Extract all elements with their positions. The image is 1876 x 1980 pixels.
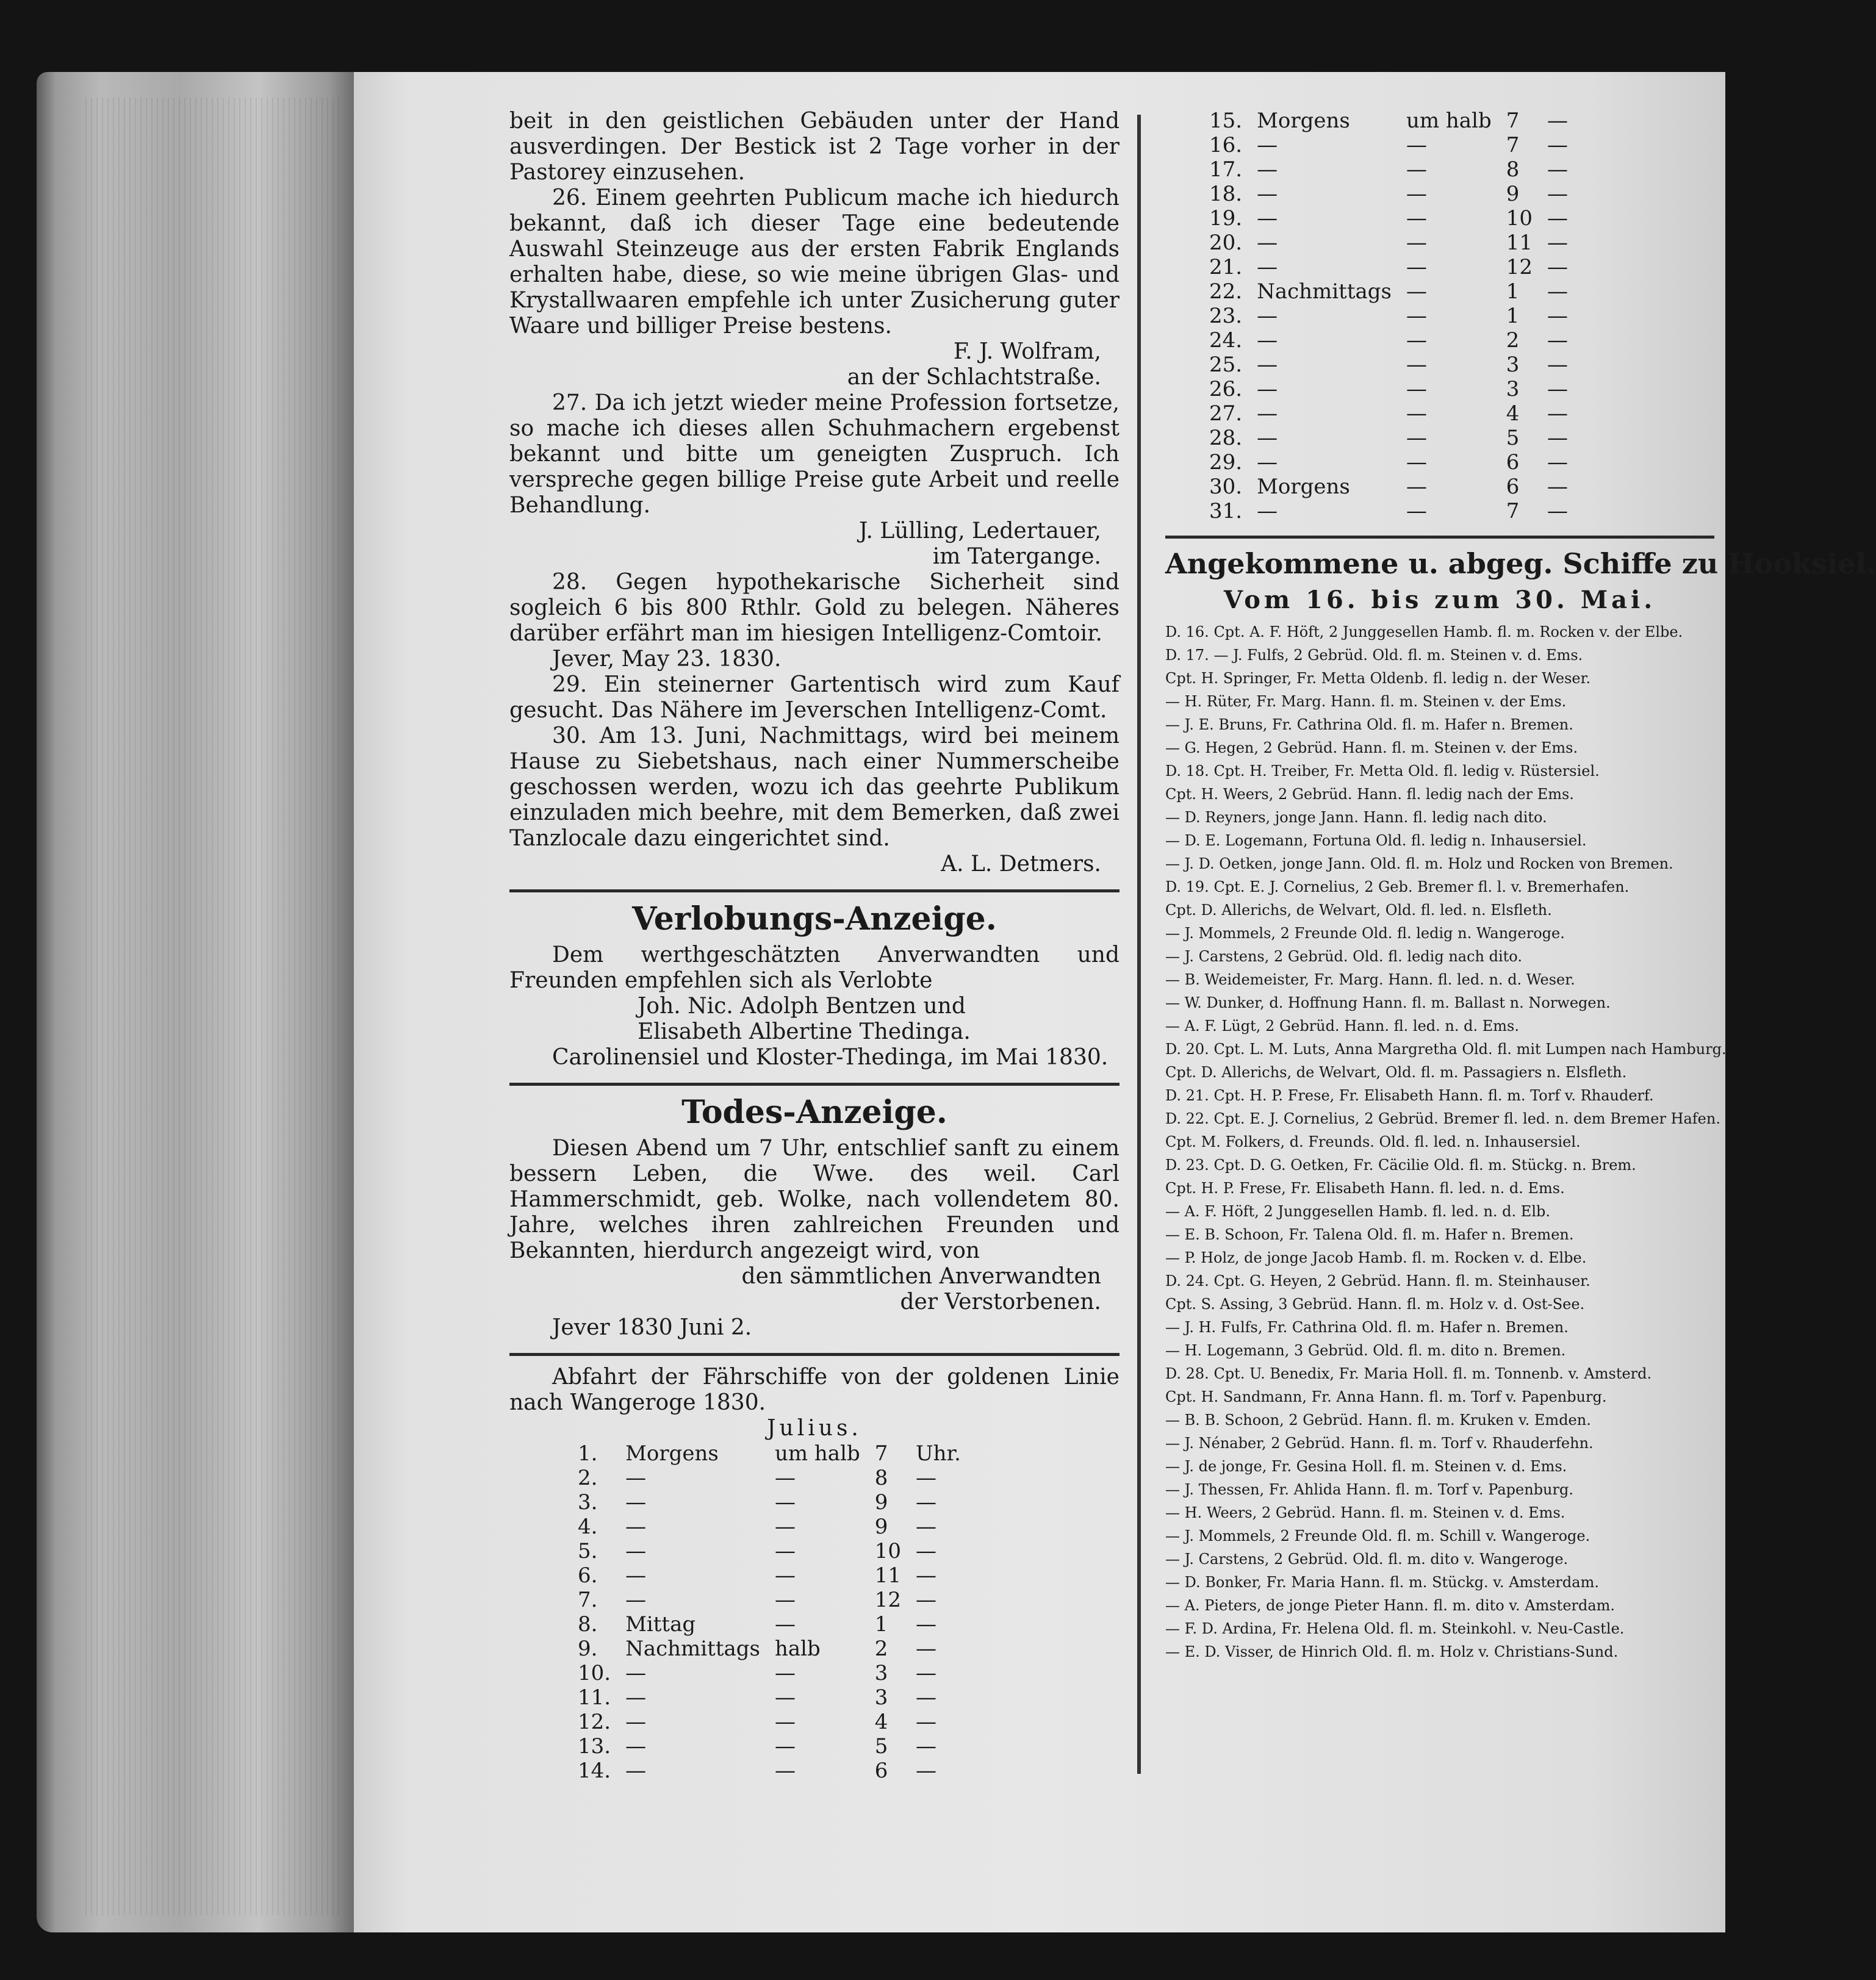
- schedule-cell: 22.: [1209, 279, 1243, 304]
- schedule-cell: 15.: [1209, 109, 1243, 133]
- death-notice-heading: Todes-Anzeige.: [681, 1094, 947, 1131]
- schedule-cell: 20.: [1209, 231, 1243, 255]
- schedule-cell: 9: [1506, 182, 1520, 206]
- ship-entry: — H. Rüter, Fr. Marg. Hann. fl. m. Steinen v. der Ems.: [1165, 693, 1567, 710]
- schedule-cell: —: [1257, 426, 1278, 450]
- ship-entry: Cpt. M. Folkers, d. Freunds. Old. fl. led. n. Inhausersiel.: [1165, 1133, 1581, 1150]
- schedule-cell: —: [1406, 450, 1427, 475]
- schedule-cell: 1: [1506, 304, 1520, 328]
- death-notice-signature-2: der Verstorbenen.: [900, 1290, 1101, 1315]
- schedule-cell: —: [1257, 377, 1278, 401]
- ship-entry: — G. Hegen, 2 Gebrüd. Hann. fl. m. Steinen v. der Ems.: [1165, 739, 1578, 756]
- schedule-cell: 25.: [1209, 353, 1243, 377]
- schedule-cell: —: [774, 1612, 796, 1637]
- schedule-cell: —: [625, 1661, 647, 1685]
- schedule-cell: —: [1547, 231, 1568, 255]
- schedule-cell: —: [625, 1490, 647, 1515]
- ship-entry: Cpt. H. Weers, 2 Gebrüd. Hann. fl. ledig nach der Ems.: [1165, 786, 1574, 803]
- ship-entry: D. 17. — J. Fulfs, 2 Gebrüd. Old. fl. m. Steinen v. d. Ems.: [1165, 647, 1583, 664]
- schedule-row: [1202, 353, 1575, 377]
- schedule-cell: —: [1547, 475, 1568, 499]
- ship-entry: Cpt. H. Springer, Fr. Metta Oldenb. fl. ledig n. der Weser.: [1165, 670, 1591, 687]
- ship-entry: — J. Mommels, 2 Freunde Old. fl. ledig n. Wangeroge.: [1165, 925, 1565, 942]
- schedule-cell: Nachmittags: [625, 1637, 760, 1661]
- ship-entry: — D. E. Logemann, Fortuna Old. fl. ledig n. Inhausersiel.: [1165, 832, 1587, 849]
- schedule-row: [1202, 109, 1575, 133]
- right-column: [1165, 109, 1876, 1663]
- schedule-cell: 8: [1506, 157, 1520, 182]
- schedule-cell: 10: [1506, 206, 1533, 231]
- ship-entry: — J. Thessen, Fr. Ahlida Hann. fl. m. Torf v. Papenburg.: [1165, 1481, 1573, 1498]
- ship-entry: Cpt. D. Allerichs, de Welvart, Old. fl. led. n. Elsfleth.: [1165, 902, 1552, 919]
- schedule-cell: 28.: [1209, 426, 1243, 450]
- schedule-row: [1202, 450, 1575, 475]
- ship-entry: — B. B. Schoon, 2 Gebrüd. Hann. fl. m. Kruken v. Emden.: [1165, 1411, 1591, 1429]
- schedule-row: [1202, 133, 1575, 157]
- ship-entry: — D. Bonker, Fr. Maria Hann. fl. m. Stückg. v. Amsterdam.: [1165, 1574, 1599, 1591]
- schedule-cell: 9: [874, 1515, 888, 1539]
- ship-entry: — J. Carstens, 2 Gebrüd. Old. fl. ledig nach dito.: [1165, 948, 1522, 965]
- schedule-row: [570, 1588, 968, 1612]
- schedule-cell: —: [625, 1759, 647, 1783]
- notice-continuation: beit in den geistlichen Gebäuden unter der Hand ausverdingen. Der Bestick ist 2 Tage vorher in der Pastorey einzusehen.: [509, 109, 1119, 185]
- ships-date-range: Vom 16. bis zum 30. Mai.: [1223, 586, 1656, 614]
- schedule-cell: 7: [874, 1441, 888, 1466]
- ship-entry: — J. Carstens, 2 Gebrüd. Old. fl. m. dito v. Wangeroge.: [1165, 1551, 1569, 1568]
- schedule-cell: 7: [1506, 133, 1520, 157]
- ship-entry: D. 16. Cpt. A. F. Höft, 2 Junggesellen Hamb. fl. m. Rocken v. der Elbe.: [1165, 623, 1683, 640]
- schedule-row: [570, 1759, 968, 1783]
- schedule-cell: —: [774, 1710, 796, 1734]
- ship-entry: — J. Mommels, 2 Freunde Old. fl. m. Schill v. Wangeroge.: [1165, 1527, 1590, 1544]
- schedule-cell: —: [625, 1588, 647, 1612]
- ship-entry: D. 28. Cpt. U. Benedix, Fr. Maria Holl. fl. m. Tonnenb. v. Amsterd.: [1165, 1365, 1652, 1382]
- schedule-cell: —: [916, 1612, 936, 1637]
- schedule-cell: 14.: [578, 1759, 611, 1783]
- schedule-cell: —: [625, 1515, 647, 1539]
- ship-entry: — H. Weers, 2 Gebrüd. Hann. fl. m. Steinen v. d. Ems.: [1165, 1504, 1565, 1521]
- schedule-cell: —: [1257, 401, 1278, 426]
- schedule-cell: 5: [874, 1734, 888, 1759]
- notice-27: 27. Da ich jetzt wieder meine Profession fortsetze, so mache ich dieses allen Schuhmachern ergebenst bekannt und bitte um geneigten Zuspruch. Ich verspreche gegen billige Preise gute Arbeit und reelle Behandlung.: [509, 390, 1119, 518]
- schedule-cell: —: [625, 1466, 647, 1490]
- schedule-row: [570, 1515, 968, 1539]
- schedule-cell: —: [1406, 401, 1427, 426]
- schedule-cell: —: [625, 1539, 647, 1563]
- schedule-cell: —: [1406, 206, 1427, 231]
- schedule-cell: 31.: [1209, 499, 1243, 523]
- ships-list: [1165, 620, 1727, 1663]
- schedule-cell: —: [1257, 206, 1278, 231]
- schedule-cell: —: [774, 1759, 796, 1783]
- schedule-cell: um halb: [1406, 109, 1492, 133]
- ship-entry: — E. B. Schoon, Fr. Talena Old. fl. m. Hafer n. Bremen.: [1165, 1226, 1574, 1243]
- schedule-cell: —: [1547, 353, 1568, 377]
- schedule-cell: 21.: [1209, 255, 1243, 279]
- schedule-cell: —: [1547, 133, 1568, 157]
- schedule-cell: —: [1257, 231, 1278, 255]
- death-notice-signature-1: den sämmtlichen Anverwandten: [741, 1264, 1101, 1289]
- schedule-cell: Nachmittags: [1257, 279, 1392, 304]
- schedule-cell: —: [625, 1734, 647, 1759]
- schedule-cell: 11.: [578, 1685, 611, 1710]
- schedule-row: [1202, 426, 1575, 450]
- schedule-cell: 24.: [1209, 328, 1243, 353]
- schedule-cell: —: [1547, 304, 1568, 328]
- schedule-cell: —: [1547, 182, 1568, 206]
- ship-entry: — J. D. Oetken, jonge Jann. Old. fl. m. Holz und Rocken von Bremen.: [1165, 855, 1673, 872]
- ferry-schedule-table-continued: [1202, 109, 1575, 523]
- schedule-cell: 2: [874, 1637, 888, 1661]
- ship-entry: — A. Pieters, de jonge Pieter Hann. fl. m. dito v. Amsterdam.: [1165, 1597, 1615, 1614]
- schedule-row: [570, 1441, 968, 1466]
- ship-entry: D. 22. Cpt. E. J. Cornelius, 2 Gebrüd. Bremer fl. led. n. dem Bremer Hafen.: [1165, 1110, 1720, 1127]
- newspaper-page: [354, 72, 1876, 1932]
- schedule-cell: —: [625, 1685, 647, 1710]
- engagement-name-2: Elisabeth Albertine Thedinga.: [638, 1019, 971, 1044]
- schedule-cell: 6: [1506, 475, 1520, 499]
- schedule-cell: —: [1257, 133, 1278, 157]
- ferry-schedule-intro: Abfahrt der Fährschiffe von der goldenen Linie nach Wangeroge 1830.: [509, 1365, 1119, 1415]
- schedule-cell: —: [1406, 328, 1427, 353]
- schedule-cell: —: [1257, 304, 1278, 328]
- ship-entry: — J. H. Fulfs, Fr. Cathrina Old. fl. m. Hafer n. Bremen.: [1165, 1319, 1569, 1336]
- engagement-name-1: Joh. Nic. Adolph Bentzen und: [638, 994, 966, 1019]
- schedule-cell: Morgens: [1257, 475, 1350, 499]
- schedule-cell: 2.: [578, 1466, 598, 1490]
- schedule-cell: 11: [874, 1563, 901, 1588]
- ferry-month: Julius.: [767, 1416, 862, 1441]
- schedule-cell: —: [1406, 426, 1427, 450]
- schedule-cell: 1: [874, 1612, 888, 1637]
- schedule-cell: —: [1406, 377, 1427, 401]
- schedule-cell: 3.: [578, 1490, 598, 1515]
- schedule-row: [570, 1490, 968, 1515]
- ships-heading: Angekommene u. abgeg. Schiffe zu Hooksiel.: [1165, 547, 1876, 580]
- schedule-cell: —: [916, 1734, 936, 1759]
- schedule-cell: —: [774, 1466, 796, 1490]
- ship-entry: Cpt. S. Assing, 3 Gebrüd. Hann. fl. m. Holz v. d. Ost-See.: [1165, 1296, 1585, 1313]
- schedule-cell: —: [916, 1661, 936, 1685]
- schedule-cell: 7.: [578, 1588, 598, 1612]
- schedule-cell: 2: [1506, 328, 1520, 353]
- section-rule: [509, 889, 1119, 892]
- schedule-row: [1202, 231, 1575, 255]
- ship-entry: Cpt. D. Allerichs, de Welvart, Old. fl. m. Passagiers n. Elsfleth.: [1165, 1064, 1627, 1081]
- schedule-cell: —: [1547, 328, 1568, 353]
- notice-27-address: im Tatergange.: [932, 544, 1101, 569]
- schedule-cell: 11: [1506, 231, 1533, 255]
- notice-26-signature: F. J. Wolfram,: [953, 339, 1101, 364]
- schedule-cell: —: [916, 1710, 936, 1734]
- schedule-cell: —: [774, 1588, 796, 1612]
- schedule-row: [1202, 499, 1575, 523]
- schedule-row: [1202, 328, 1575, 353]
- schedule-cell: 7: [1506, 499, 1520, 523]
- ship-entry: D. 19. Cpt. E. J. Cornelius, 2 Geb. Bremer fl. l. v. Bremerhafen.: [1165, 878, 1630, 895]
- schedule-row: [1202, 279, 1575, 304]
- schedule-cell: —: [625, 1563, 647, 1588]
- engagement-place: Carolinensiel und Kloster-Thedinga, im Mai 1830.: [552, 1045, 1109, 1070]
- death-notice-date: Jever 1830 Juni 2.: [552, 1315, 752, 1340]
- schedule-cell: 19.: [1209, 206, 1243, 231]
- schedule-row: [570, 1661, 968, 1685]
- ship-entry: D. 23. Cpt. D. G. Oetken, Fr. Cäcilie Old. fl. m. Stückg. n. Brem.: [1165, 1157, 1636, 1174]
- ship-entry: Cpt. H. P. Frese, Fr. Elisabeth Hann. fl. led. n. d. Ems.: [1165, 1180, 1565, 1197]
- schedule-cell: —: [1547, 157, 1568, 182]
- schedule-row: [570, 1539, 968, 1563]
- ship-entry: Cpt. H. Sandmann, Fr. Anna Hann. fl. m. Torf v. Papenburg.: [1165, 1388, 1607, 1405]
- schedule-row: [1202, 377, 1575, 401]
- schedule-cell: 7: [1506, 109, 1520, 133]
- ship-entry: D. 20. Cpt. L. M. Luts, Anna Margretha Old. fl. mit Lumpen nach Hamburg.: [1165, 1041, 1727, 1058]
- schedule-cell: —: [1406, 133, 1427, 157]
- schedule-cell: —: [1257, 499, 1278, 523]
- schedule-cell: —: [1547, 109, 1568, 133]
- schedule-row: [570, 1563, 968, 1588]
- schedule-cell: 4: [874, 1710, 888, 1734]
- notice-27-signature: J. Lülling, Ledertauer,: [858, 518, 1101, 543]
- schedule-cell: 10: [874, 1539, 901, 1563]
- schedule-cell: —: [1406, 499, 1427, 523]
- schedule-cell: Morgens: [625, 1441, 719, 1466]
- section-rule: [509, 1083, 1119, 1086]
- schedule-cell: 16.: [1209, 133, 1243, 157]
- schedule-cell: 13.: [578, 1734, 611, 1759]
- schedule-cell: —: [916, 1466, 936, 1490]
- ship-entry: D. 21. Cpt. H. P. Frese, Fr. Elisabeth Hann. fl. m. Torf v. Rhauderf.: [1165, 1087, 1654, 1104]
- schedule-cell: 3: [1506, 377, 1520, 401]
- schedule-cell: 1.: [578, 1441, 598, 1466]
- schedule-cell: 30.: [1209, 475, 1243, 499]
- schedule-cell: 3: [874, 1685, 888, 1710]
- schedule-cell: 5.: [578, 1539, 598, 1563]
- schedule-cell: 8: [874, 1466, 888, 1490]
- schedule-cell: —: [1547, 279, 1568, 304]
- schedule-row: [1202, 401, 1575, 426]
- schedule-cell: —: [1547, 377, 1568, 401]
- schedule-row: [1202, 304, 1575, 328]
- ship-entry: — P. Holz, de jonge Jacob Hamb. fl. m. Rocken v. d. Elbe.: [1165, 1249, 1587, 1266]
- schedule-row: [570, 1466, 968, 1490]
- ship-entry: — A. F. Höft, 2 Junggesellen Hamb. fl. led. n. d. Elb.: [1165, 1203, 1550, 1220]
- schedule-cell: 17.: [1209, 157, 1243, 182]
- page-edge-texture: [85, 98, 342, 1915]
- ship-entry: — J. Nénaber, 2 Gebrüd. Hann. fl. m. Torf v. Rhauderfehn.: [1165, 1435, 1594, 1452]
- notice-30: 30. Am 13. Juni, Nachmittags, wird bei meinem Hause zu Siebetshaus, nach einer Nummerscheibe geschossen werden, wozu ich das geehrte Publikum einzuladen mich beehre, mit dem Bemerken, daß zwei Tanzlocale dazu eingerichtet sind.: [509, 723, 1119, 851]
- schedule-cell: —: [916, 1490, 936, 1515]
- schedule-cell: —: [774, 1734, 796, 1759]
- schedule-cell: 5: [1506, 426, 1520, 450]
- notice-26: 26. Einem geehrten Publicum mache ich hiedurch bekannt, daß ich dieser Tage eine bedeutende Auswahl Steinzeuge aus der ersten Fabrik Englands erhalten habe, diese, so wie meine übrigen Glas- und Krystallwaaren empfehle ich unter Zusicherung guter Waare und billiger Preise bestens.: [509, 185, 1119, 339]
- schedule-cell: 9.: [578, 1637, 598, 1661]
- schedule-cell: 6: [874, 1759, 888, 1783]
- schedule-cell: 12: [1506, 255, 1533, 279]
- schedule-cell: 29.: [1209, 450, 1243, 475]
- schedule-row: [1202, 157, 1575, 182]
- ship-entry: — J. E. Bruns, Fr. Cathrina Old. fl. m. Hafer n. Bremen.: [1165, 716, 1573, 733]
- schedule-cell: —: [1257, 450, 1278, 475]
- schedule-row: [1202, 255, 1575, 279]
- schedule-cell: —: [1406, 157, 1427, 182]
- column-divider: [1137, 115, 1141, 1774]
- ship-entry: — J. de jonge, Fr. Gesina Holl. fl. m. Steinen v. d. Ems.: [1165, 1458, 1567, 1475]
- schedule-cell: —: [1406, 353, 1427, 377]
- schedule-cell: 1: [1506, 279, 1520, 304]
- death-notice-text: Diesen Abend um 7 Uhr, entschlief sanft zu einem bessern Leben, die Wwe. des weil. Carl Hammerschmidt, geb. Wolke, nach vollendetem 80. Jahre, welches ihren zahlreichen Freunden und Bekannten, hierdurch angezeigt wird, von: [509, 1136, 1119, 1263]
- schedule-cell: —: [1257, 328, 1278, 353]
- schedule-cell: —: [916, 1637, 936, 1661]
- schedule-row: [1202, 182, 1575, 206]
- section-rule: [1165, 536, 1714, 539]
- schedule-row: [570, 1734, 968, 1759]
- ship-entry: — D. Reyners, jonge Jann. Hann. fl. ledig nach dito.: [1165, 809, 1547, 826]
- schedule-row: [570, 1637, 968, 1661]
- schedule-cell: 12: [874, 1588, 901, 1612]
- schedule-cell: —: [1406, 304, 1427, 328]
- schedule-cell: —: [1547, 499, 1568, 523]
- schedule-cell: —: [1547, 401, 1568, 426]
- schedule-row: [570, 1710, 968, 1734]
- schedule-cell: —: [916, 1539, 936, 1563]
- notice-28: 28. Gegen hypothekarische Sicherheit sind sogleich 6 bis 800 Rthlr. Gold zu belegen. Näheres darüber erfährt man im hiesigen Intelligenz-Comtoir.: [509, 570, 1119, 646]
- schedule-cell: 4.: [578, 1515, 598, 1539]
- schedule-cell: —: [1257, 353, 1278, 377]
- schedule-cell: um halb: [774, 1441, 860, 1466]
- schedule-cell: —: [774, 1515, 796, 1539]
- left-column: [509, 109, 1119, 1783]
- schedule-cell: —: [916, 1588, 936, 1612]
- schedule-cell: 18.: [1209, 182, 1243, 206]
- schedule-cell: 27.: [1209, 401, 1243, 426]
- notice-29: 29. Ein steinerner Gartentisch wird zum Kauf gesucht. Das Nähere im Jeverschen Intelligenz-Comt.: [509, 672, 1119, 723]
- schedule-cell: 6: [1506, 450, 1520, 475]
- schedule-cell: —: [1547, 206, 1568, 231]
- schedule-cell: 4: [1506, 401, 1520, 426]
- schedule-cell: —: [1547, 450, 1568, 475]
- schedule-cell: —: [1257, 255, 1278, 279]
- schedule-cell: 12.: [578, 1710, 611, 1734]
- schedule-cell: Morgens: [1257, 109, 1350, 133]
- schedule-cell: —: [774, 1685, 796, 1710]
- engagement-text: Dem werthgeschätzten Anverwandten und Freunden empfehlen sich als Verlobte: [509, 942, 1119, 993]
- schedule-cell: —: [774, 1661, 796, 1685]
- ship-entry: — F. D. Ardina, Fr. Helena Old. fl. m. Steinkohl. v. Neu-Castle.: [1165, 1620, 1625, 1637]
- schedule-cell: —: [916, 1515, 936, 1539]
- schedule-cell: —: [1406, 182, 1427, 206]
- ferry-schedule-table: [570, 1441, 968, 1783]
- schedule-cell: 26.: [1209, 377, 1243, 401]
- ship-entry: D. 24. Cpt. G. Heyen, 2 Gebrüd. Hann. fl. m. Steinhauser.: [1165, 1272, 1590, 1290]
- engagement-heading: Verlobungs-Anzeige.: [632, 900, 997, 938]
- schedule-row: [1202, 475, 1575, 499]
- notice-26-address: an der Schlachtstraße.: [847, 365, 1101, 390]
- schedule-cell: —: [1406, 255, 1427, 279]
- schedule-cell: —: [774, 1490, 796, 1515]
- ship-entry: — A. F. Lügt, 2 Gebrüd. Hann. fl. led. n. d. Ems.: [1165, 1017, 1519, 1035]
- schedule-cell: Uhr.: [916, 1441, 961, 1466]
- schedule-row: [570, 1612, 968, 1637]
- schedule-cell: 9: [874, 1490, 888, 1515]
- schedule-cell: 3: [1506, 353, 1520, 377]
- schedule-cell: —: [774, 1563, 796, 1588]
- schedule-cell: —: [916, 1563, 936, 1588]
- schedule-cell: Mittag: [625, 1612, 696, 1637]
- ship-entry: — H. Logemann, 3 Gebrüd. Old. fl. m. dito n. Bremen.: [1165, 1342, 1566, 1359]
- schedule-cell: halb: [774, 1637, 821, 1661]
- schedule-cell: —: [774, 1539, 796, 1563]
- schedule-cell: —: [1257, 157, 1278, 182]
- schedule-cell: 10.: [578, 1661, 611, 1685]
- section-rule: [509, 1353, 1119, 1356]
- schedule-cell: —: [916, 1685, 936, 1710]
- schedule-cell: —: [1257, 182, 1278, 206]
- ship-entry: — E. D. Visser, de Hinrich Old. fl. m. Holz v. Christians-Sund.: [1165, 1643, 1619, 1660]
- schedule-row: [570, 1685, 968, 1710]
- schedule-cell: —: [1406, 475, 1427, 499]
- notice-28-date: Jever, May 23. 1830.: [552, 647, 782, 672]
- notice-30-signature: A. L. Detmers.: [941, 852, 1101, 877]
- schedule-cell: —: [916, 1759, 936, 1783]
- ship-entry: — B. Weidemeister, Fr. Marg. Hann. fl. led. n. d. Weser.: [1165, 971, 1575, 988]
- schedule-cell: —: [625, 1710, 647, 1734]
- schedule-row: [1202, 206, 1575, 231]
- schedule-cell: 6.: [578, 1563, 598, 1588]
- schedule-cell: 8.: [578, 1612, 598, 1637]
- schedule-cell: 23.: [1209, 304, 1243, 328]
- schedule-cell: 3: [874, 1661, 888, 1685]
- schedule-cell: —: [1547, 426, 1568, 450]
- ship-entry: D. 18. Cpt. H. Treiber, Fr. Metta Old. fl. ledig v. Rüstersiel.: [1165, 762, 1600, 780]
- schedule-cell: —: [1547, 255, 1568, 279]
- ship-entry: — W. Dunker, d. Hoffnung Hann. fl. m. Ballast n. Norwegen.: [1165, 994, 1611, 1011]
- schedule-cell: —: [1406, 231, 1427, 255]
- schedule-cell: —: [1406, 279, 1427, 304]
